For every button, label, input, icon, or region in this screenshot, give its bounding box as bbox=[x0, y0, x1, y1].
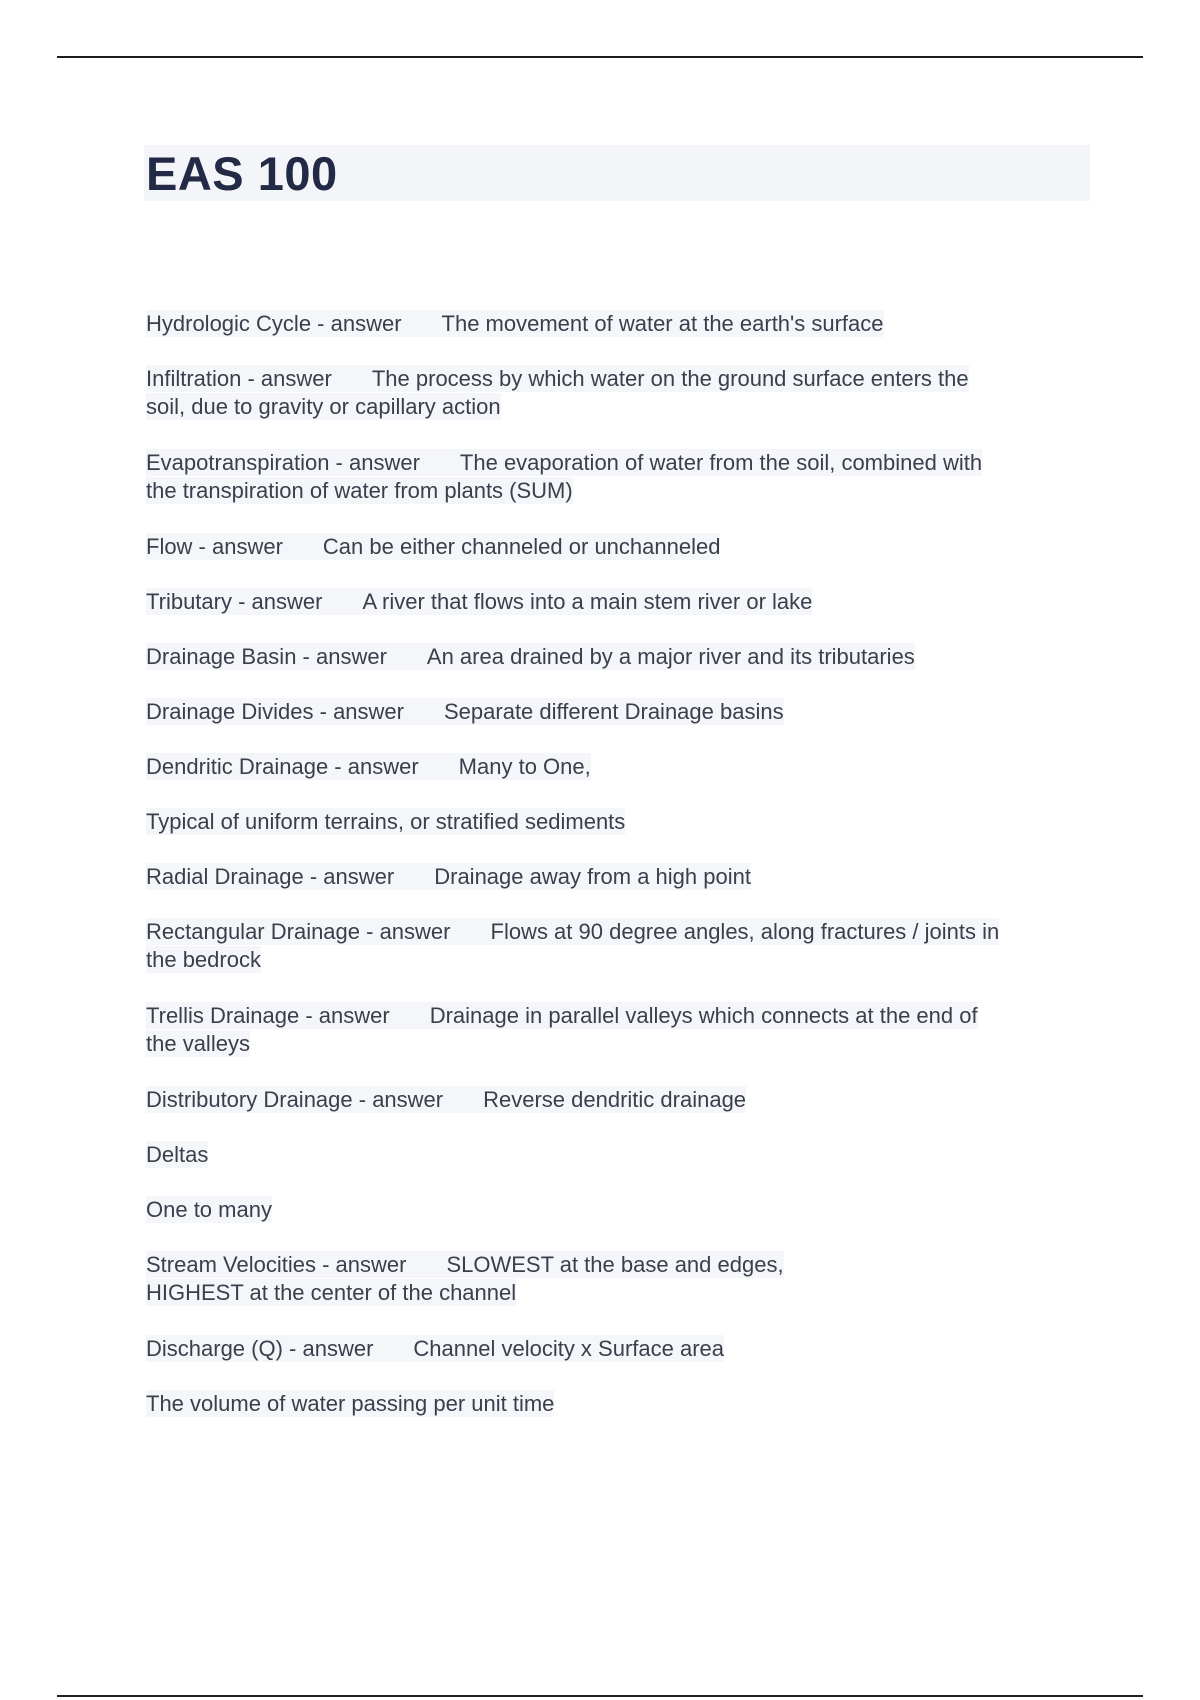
entry-definition: A river that flows into a main stem river or lake bbox=[362, 589, 813, 614]
footer-rule bbox=[57, 1695, 1143, 1697]
flashcard-entry bbox=[146, 365, 1086, 421]
entry-term: Hydrologic Cycle - answer bbox=[146, 311, 402, 336]
entry-definition: Can be either channeled or unchanneled bbox=[322, 534, 721, 559]
entry-definition: The movement of water at the earth's surface bbox=[441, 311, 884, 336]
entry-term: Evapotranspiration - answer bbox=[146, 450, 420, 475]
entry-text: One to many bbox=[146, 1197, 272, 1222]
flashcard-note bbox=[146, 1390, 1086, 1418]
entry-continuation: the bedrock bbox=[146, 947, 261, 972]
flashcard-entry bbox=[146, 1335, 1086, 1363]
entry-definition: Channel velocity x Surface area bbox=[413, 1336, 725, 1361]
entry-term: Rectangular Drainage - answer bbox=[146, 919, 451, 944]
entry-text: The volume of water passing per unit time bbox=[146, 1391, 555, 1416]
entry-term: Distributory Drainage - answer bbox=[146, 1087, 444, 1112]
flashcard-entry bbox=[146, 918, 1086, 974]
entry-continuation: HIGHEST at the center of the channel bbox=[146, 1280, 517, 1305]
entry-definition: Reverse dendritic drainage bbox=[483, 1087, 747, 1112]
flashcard-entry bbox=[146, 643, 1086, 671]
entry-text: Deltas bbox=[146, 1142, 209, 1167]
flashcard-entry bbox=[146, 310, 1086, 338]
flashcard-note bbox=[146, 1141, 1086, 1169]
entry-term: Tributary - answer bbox=[146, 589, 323, 614]
entry-definition: Many to One, bbox=[458, 754, 591, 779]
flashcard-entry bbox=[146, 753, 1086, 781]
flashcard-entry bbox=[146, 1002, 1086, 1058]
flashcard-entry bbox=[146, 449, 1086, 505]
header-rule bbox=[57, 56, 1143, 58]
entry-definition: Separate different Drainage basins bbox=[444, 699, 784, 724]
entry-term: Flow - answer bbox=[146, 534, 283, 559]
entry-definition: Flows at 90 degree angles, along fractures / joints in bbox=[490, 919, 1000, 944]
flashcard-entry bbox=[146, 1086, 1086, 1114]
entry-continuation: the transpiration of water from plants (SUM) bbox=[146, 478, 573, 503]
entry-definition: Drainage in parallel valleys which connects at the end of bbox=[429, 1003, 978, 1028]
document-title: EAS 100 bbox=[146, 147, 338, 200]
entry-term: Infiltration - answer bbox=[146, 366, 332, 391]
entry-definition: The evaporation of water from the soil, combined with bbox=[459, 450, 983, 475]
entry-definition: An area drained by a major river and its tributaries bbox=[426, 644, 915, 669]
entry-term: Discharge (Q) - answer bbox=[146, 1336, 374, 1361]
flashcard-note bbox=[146, 808, 1086, 836]
entry-continuation: the valleys bbox=[146, 1031, 250, 1056]
flashcard-list bbox=[146, 310, 1086, 1445]
flashcard-entry bbox=[146, 588, 1086, 616]
entry-text: Typical of uniform terrains, or stratified sediments bbox=[146, 809, 626, 834]
flashcard-entry bbox=[146, 1251, 1086, 1307]
flashcard-entry bbox=[146, 698, 1086, 726]
entry-definition: Drainage away from a high point bbox=[434, 864, 751, 889]
entry-term: Drainage Divides - answer bbox=[146, 699, 404, 724]
flashcard-entry bbox=[146, 533, 1086, 561]
entry-term: Drainage Basin - answer bbox=[146, 644, 387, 669]
entry-continuation: soil, due to gravity or capillary action bbox=[146, 394, 501, 419]
entry-term: Trellis Drainage - answer bbox=[146, 1003, 390, 1028]
entry-term: Stream Velocities - answer bbox=[146, 1252, 407, 1277]
entry-term: Dendritic Drainage - answer bbox=[146, 754, 419, 779]
entry-definition: SLOWEST at the base and edges, bbox=[446, 1252, 784, 1277]
entry-term: Radial Drainage - answer bbox=[146, 864, 395, 889]
flashcard-entry bbox=[146, 863, 1086, 891]
entry-definition: The process by which water on the ground surface enters the bbox=[371, 366, 969, 391]
flashcard-note bbox=[146, 1196, 1086, 1224]
